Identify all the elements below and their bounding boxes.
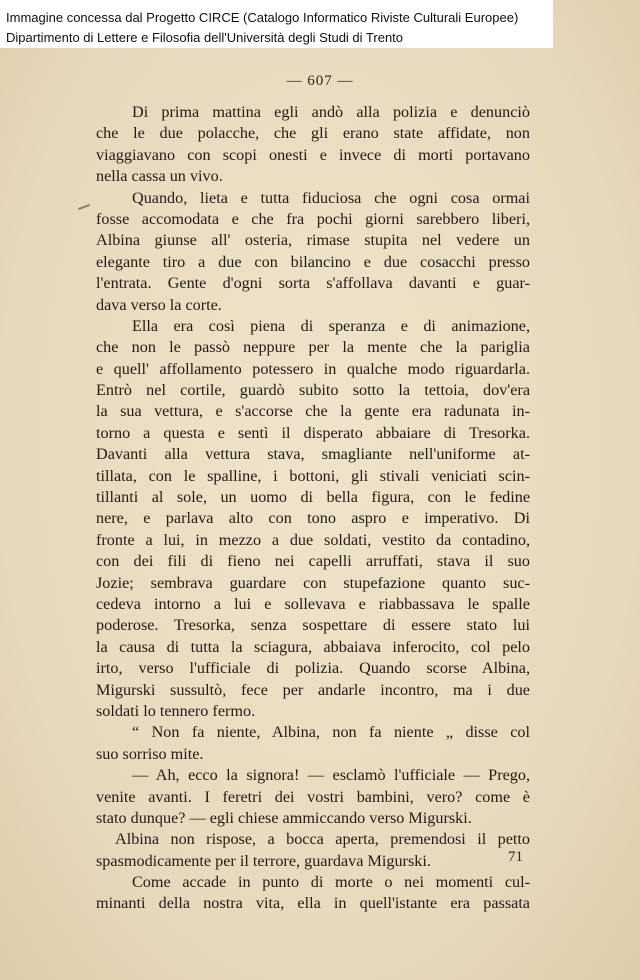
text-line: che le due polacche, che gli erano state affidate, non (96, 124, 530, 143)
text-line: Entrò nel cortile, guardò subito sotto la tettoia, dov'era (96, 381, 530, 400)
text-line: la sua vettura, e s'accorse che la gente era radunata in- (96, 402, 530, 421)
text-line: venite avanti. I feretri dei vostri bambini, vero? come è (96, 787, 530, 806)
text-line: — Ah, ecco la signora! — esclamò l'ufficiale — Prego, (132, 766, 530, 785)
text-line: suo sorriso mite. (96, 744, 204, 763)
credit-line-2: Dipartimento di Lettere e Filosofia dell'Università degli Studi di Trento (6, 30, 404, 45)
text-line: elegante tiro a due con bilancino e due cosacchi presso (96, 252, 530, 271)
body-text (96, 102, 530, 915)
text-line: minanti della nostra vita, ella in quell'istante era passata (96, 894, 530, 913)
text-line: nere, e parlava alto con tono aspro e imperativo. Di (96, 509, 530, 528)
text-line: soldati lo tennero fermo. (96, 701, 256, 720)
text-line: Albina non rispose, a bocca aperta, premendosi il petto (115, 830, 530, 849)
folio-number: 71 (508, 849, 523, 865)
text-line: Migurski sussultò, fece per andarle incontro, ma i due (96, 680, 530, 699)
text-line: Di prima mattina egli andò alla polizia e denunciò (132, 103, 530, 121)
text-line: “ Non fa niente, Albina, non fa niente „ disse col (132, 723, 530, 742)
margin-mark (78, 204, 90, 210)
credit-line-1: Immagine concessa dal Progetto CIRCE (Catalogo Informatico Riviste Culturali Europee) (6, 10, 519, 25)
text-line: dava verso la corte. (96, 295, 222, 314)
text-line: spasmodicamente per il terrore, guardava Migurski. (96, 851, 431, 870)
text-line: e quell' affollamento potessero in qualche modo riguardarla. (96, 359, 530, 378)
text-line: fronte a lui, in mezzo a due soldati, vestito da contadino, (96, 530, 530, 549)
text-line: fosse accomodata e che fra pochi giorni sarebbero liberi, (96, 209, 530, 228)
text-line: irto, verso l'ufficiale di polizia. Quando scorse Albina, (96, 659, 530, 678)
text-line: che non le passò neppure per la mente che la pariglia (96, 338, 530, 357)
text-line: Davanti alla vettura stava, smagliante nell'uniforme at- (96, 445, 530, 464)
text-line: con dei fili di fieno nei capelli arruffati, stava il suo (96, 552, 530, 571)
text-line: torno a questa e sentì il disperato abbaiare di Tresorka. (96, 423, 530, 442)
text-line: Albina giunse all' osteria, rimase stupita nel vedere un (96, 231, 530, 250)
text-line: tillata, con le spalline, i bottoni, gli stivali veniciati scin- (96, 466, 530, 485)
text-line: viaggiavano con scopi onesti e invece di morti portavano (96, 145, 530, 164)
text-line: l'entrata. Gente d'ogni sorta s'affollava davanti e guar- (96, 274, 530, 293)
text-line: tillanti al sole, un uomo di bella figura, con le fedine (96, 488, 530, 507)
page-number-header: — 607 — (286, 73, 354, 89)
credit-banner (0, 0, 553, 48)
text-line: poderose. Tresorka, senza sospettare di essere stato lui (96, 616, 530, 635)
text-line: cedeva intorno a lui e sollevava e riabbassava le spalle (96, 594, 530, 613)
text-line: stato dunque? — egli chiese ammiccando verso Migurski. (96, 808, 472, 827)
text-line: Quando, lieta e tutta fiduciosa che ogni cosa ormai (132, 188, 530, 207)
text-line: Jozie; sembrava guardare con stupefazione quanto suc- (96, 573, 530, 592)
text-line: nella cassa un vivo. (96, 167, 223, 186)
text-line: la causa di tutta la sciagura, abbaiava inferocito, col pelo (96, 637, 530, 656)
text-line: Come accade in punto di morte o nei momenti cul- (132, 873, 530, 892)
text-line: Ella era così piena di speranza e di animazione, (132, 316, 530, 335)
